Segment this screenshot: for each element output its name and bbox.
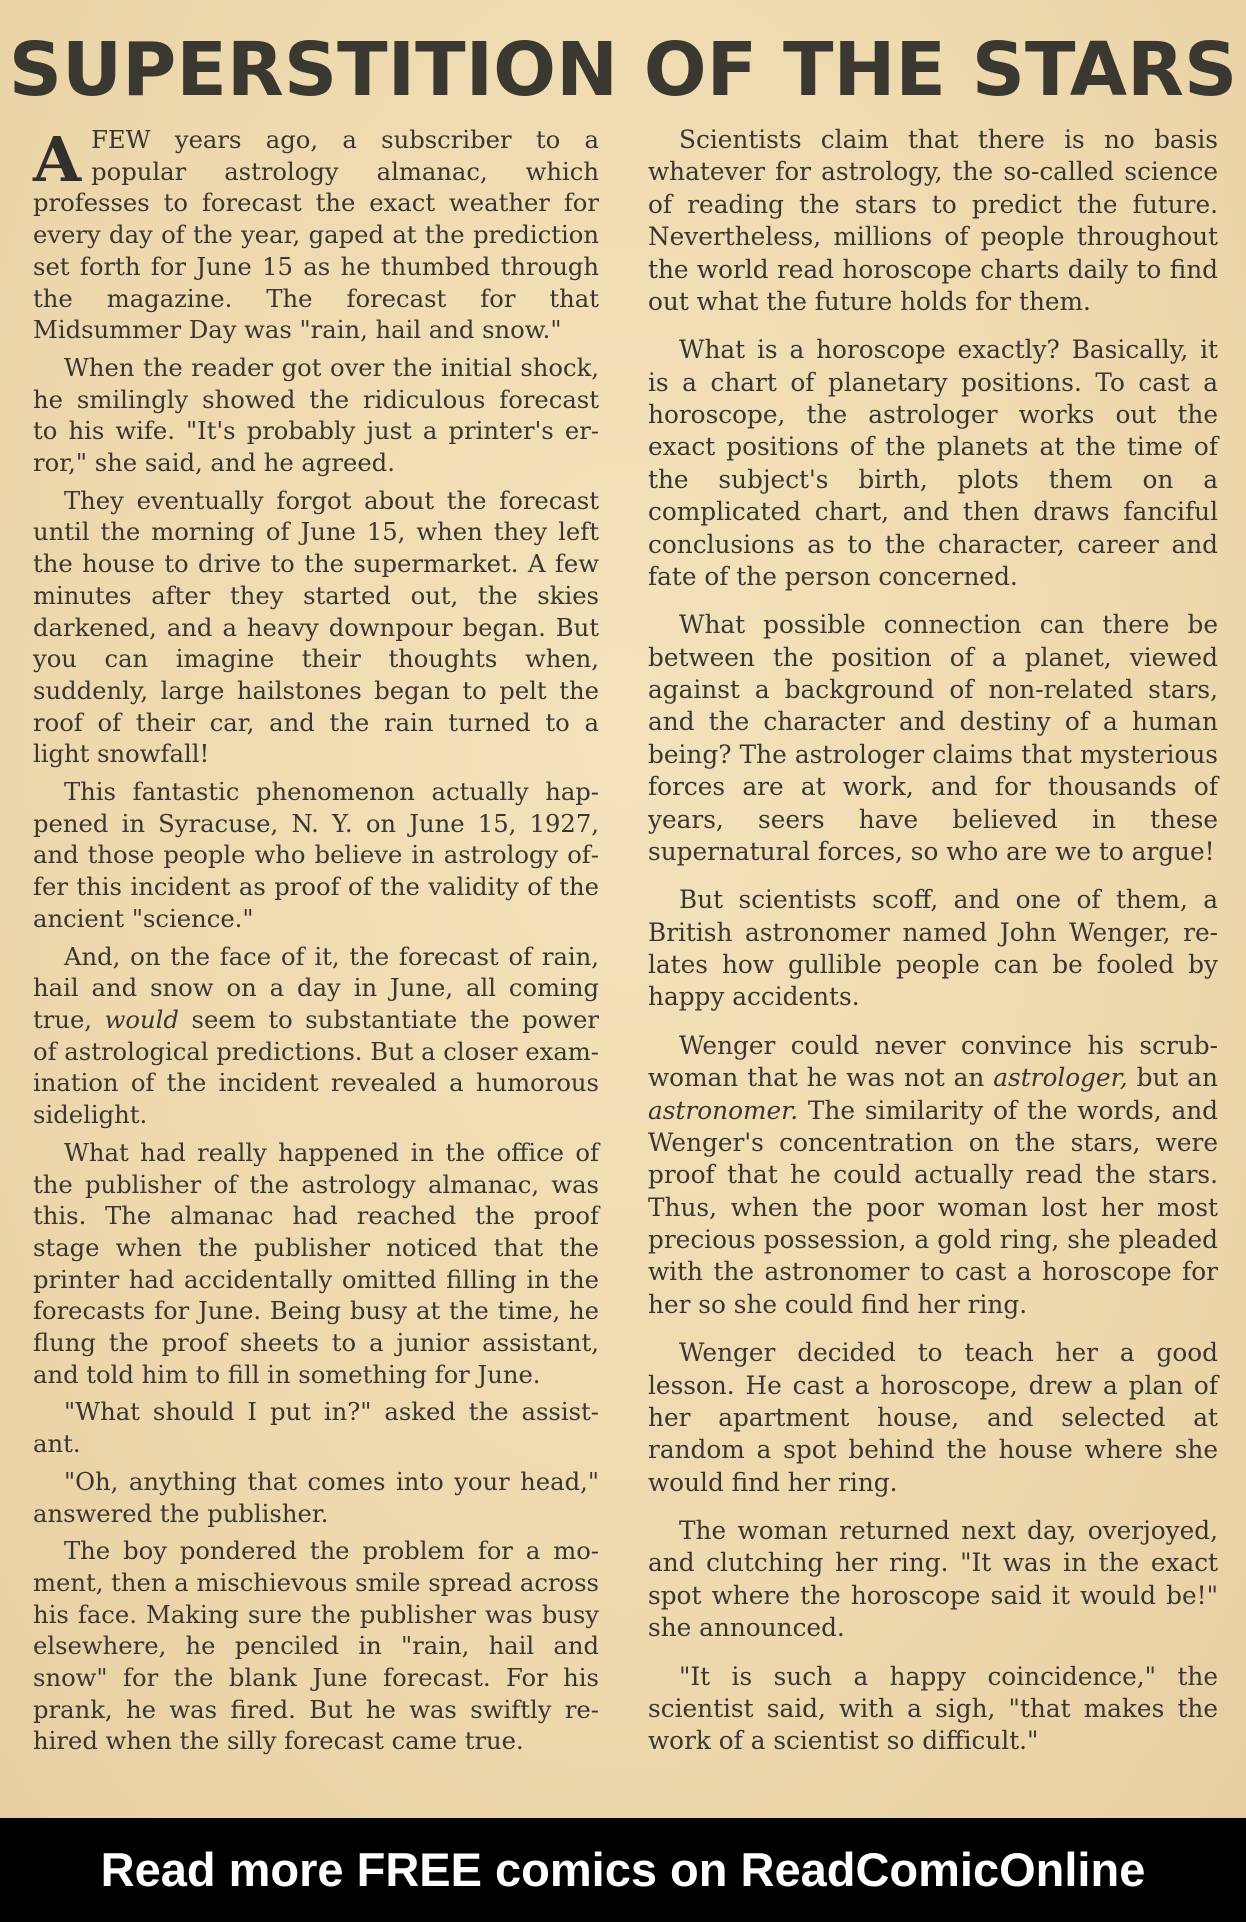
paragraph-text: What possible connection can there be between the position of a planet, viewed against a background of non-related stars, and the character and destiny of a human being? The astrologer claims that mysterious forces are at work, and for thousands of years, seers have believed in these supernatural forces, so who are we to argue!: [648, 610, 1218, 866]
paragraph-text: When the reader got over the initial shock, he smilingly showed the ridiculous forecast to his wife. "It's probably just a printer's error," she said, and he agreed.: [33, 352, 599, 478]
emphasis-text: astrologer,: [993, 1063, 1128, 1093]
article-paragraph: [33, 776, 599, 935]
article-paragraph: [33, 485, 599, 770]
promo-banner-text[interactable]: Read more FREE comics on ReadComicOnline: [100, 1843, 1146, 1896]
article-paragraph: [648, 609, 1218, 868]
article-column-left: [33, 124, 599, 1763]
paragraph-text: "Oh, anything that comes into your head," answered the publisher.: [33, 1466, 599, 1528]
article-paragraph: [648, 1661, 1218, 1758]
article-paragraph: [648, 1515, 1218, 1645]
paragraph-text: "It is such a happy coincidence," the scientist said, with a sigh, "that makes the work of a scientist so difficult.": [648, 1661, 1218, 1756]
article-paragraph: [648, 1030, 1218, 1321]
article-paragraph: [648, 1337, 1218, 1499]
paragraph-text: FEW years ago, a subscriber to a popular astrology almanac, which professes to forecast the exact weather for every day of the year, gaped at the prediction set forth for June 15 as he thumbed through the magazine. The forecast for that Midsummer Day was "rain, hail and snow.": [33, 125, 599, 345]
article-paragraph: [648, 124, 1218, 318]
promo-banner[interactable]: [0, 1818, 1246, 1922]
article-paragraph: [33, 1466, 599, 1529]
paragraph-text: seem to substantiate the power of astrological predictions. But a closer examination of the incident revealed a humorous sidelight.: [33, 1004, 599, 1130]
article-paragraph: [33, 124, 599, 346]
paragraph-text: The similarity of the words, and Wenger's concentration on the stars, were proof that he could actually read the stars. Thus, when the poor woman lost her most precious possession, a gold ring, she pleaded with the astronomer to cast a horoscope for her so she could find her ring.: [648, 1095, 1218, 1319]
article-paragraph: [33, 1535, 599, 1757]
paragraph-text: but an: [1127, 1063, 1218, 1093]
article-column-right: [648, 124, 1218, 1774]
emphasis-text: would: [104, 1004, 179, 1034]
paragraph-text: "What should I put in?" asked the assistant.: [33, 1397, 599, 1459]
article-paragraph: [33, 1396, 599, 1459]
article-paragraph: [33, 352, 599, 479]
paragraph-text: What had really happened in the office of the publisher of the astrology almanac, was this. The almanac had reached the proof stage when the publisher noticed that the printer had accidentally omitted filling in the forecasts for June. Being busy at the time, he flung the proof sheets to a junior assistant, and told him to fill in something for June.: [33, 1137, 599, 1389]
paragraph-text: The woman returned next day, overjoyed, and clutching her ring. "It was in the exact spot where the horoscope said it would be!" she announced.: [648, 1516, 1218, 1643]
paragraph-text: But scientists scoff, and one of them, a British astronomer named John Wenger, relates how gullible people can be fooled by happy accidents.: [648, 885, 1218, 1012]
article-paragraph: [33, 941, 599, 1131]
article-paragraph: [648, 884, 1218, 1014]
article-title: SUPERSTITION OF THE STARS: [8, 27, 1238, 113]
paragraph-text: And, on the face of it, the forecast of rain, hail and snow on a day in June, all coming true,: [33, 941, 599, 1034]
article-paragraph: [648, 334, 1218, 593]
emphasis-text: astronomer.: [648, 1095, 799, 1125]
paragraph-text: Scientists claim that there is no basis whatever for astrology, the so-called science of reading the stars to predict the future. Nevertheless, millions of people throughout the world read horoscope charts daily to find out what the future holds for them.: [648, 125, 1218, 316]
paragraph-text: Wenger decided to teach her a good lesson. He cast a horoscope, drew a plan of her apartment house, and selected at random a spot behind the house where she would find her ring.: [648, 1338, 1218, 1497]
article-paragraph: [33, 1137, 599, 1391]
paragraph-text: What is a horoscope exactly? Basically, it is a chart of planetary positions. To cast a horoscope, the astrologer works out the exact positions of the planets at the time of the subject's birth, plots them on a complicated chart, and then draws fanciful conclusions as to the character, career and fate of the person concerned.: [648, 335, 1218, 591]
paragraph-text: The boy pondered the problem for a moment, then a mischievous smile spread across his face. Making sure the publisher was busy elsewhere, he penciled in "rain, hail and snow" for the blank June forecast. For his prank, he was fired. But he was swiftly rehired when the silly forecast came true.: [33, 1536, 599, 1756]
paragraph-text: Wenger could never convince his scrubwoman that he was not an: [648, 1030, 1218, 1093]
drop-cap: A: [33, 123, 82, 196]
paragraph-text: They eventually forgot about the forecast until the morning of June 15, when they left the house to drive to the supermarket. A few minutes after they started out, the skies darkened, and a heavy downpour began. But you can imagine their thoughts when, suddenly, large hailstones began to pelt the roof of their car, and the rain turned to a light snowfall!: [33, 485, 599, 769]
paragraph-text: This fantastic phenomenon actually happened in Syracuse, N. Y. on June 15, 1927, and those people who believe in astrology offer this incident as proof of the validity of the ancient "science.": [33, 777, 599, 933]
